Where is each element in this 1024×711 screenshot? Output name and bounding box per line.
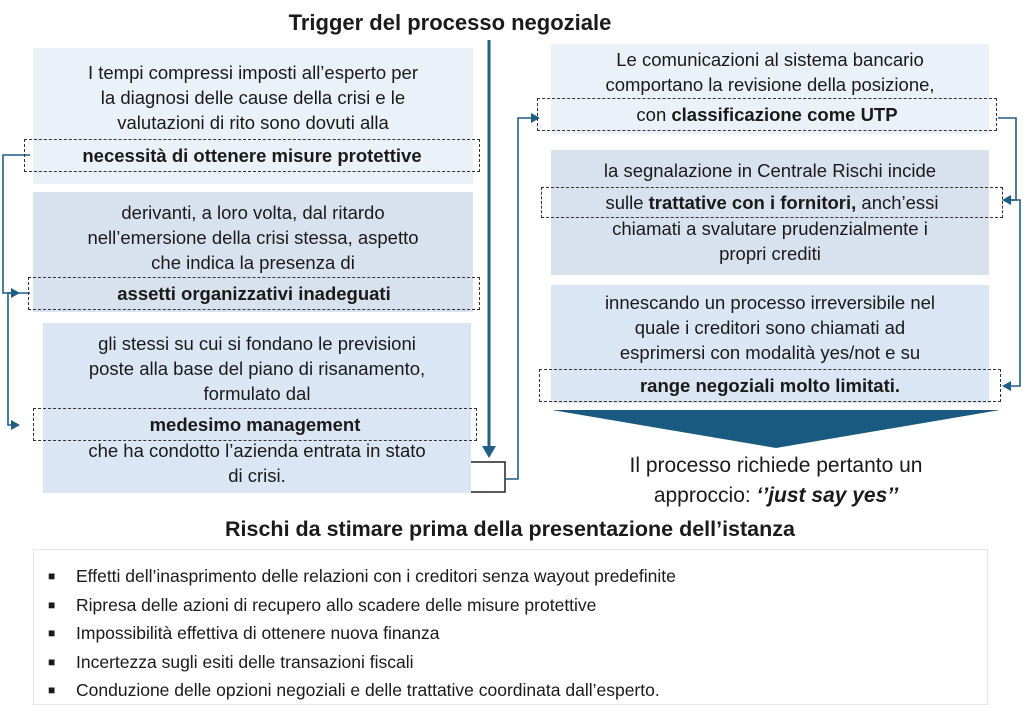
left-box-3-line-2: poste alla base del piano di risanamento, bbox=[88, 358, 426, 379]
bullet-icon: ■ bbox=[48, 654, 56, 669]
left-box-1-line-3: valutazioni di rito sono dovuti alla bbox=[117, 112, 389, 133]
left-connector-2 bbox=[8, 293, 30, 425]
right-box-1-line-1: Le comunicazioni al sistema bancario bbox=[616, 49, 924, 70]
chevron-down-icon bbox=[552, 410, 1000, 448]
left-highlight-3-text: medesimo management bbox=[149, 414, 361, 435]
right-highlight-3-text: range negoziali molto limitati. bbox=[639, 375, 901, 396]
left-box-3-line-4: che ha condotto l’azienda entrata in stato bbox=[88, 440, 426, 461]
list-item: ■ Ripresa delle azioni di recupero allo scadere delle misure protettive bbox=[48, 591, 676, 620]
bullet-icon: ■ bbox=[48, 683, 56, 697]
left-highlight-2 bbox=[28, 277, 480, 310]
bullet-icon: ■ bbox=[48, 569, 56, 583]
right-box-3-line-1: innescando un processo irreversibile nel bbox=[604, 292, 936, 313]
conclusion-text bbox=[546, 451, 1006, 511]
list-item: ■ Conduzione delle opzioni negoziali e delle trattative coordinata dall’esperto. bbox=[48, 676, 676, 705]
left-highlight-1 bbox=[24, 139, 480, 172]
right-highlight-1 bbox=[537, 98, 997, 131]
bullet-icon: ■ bbox=[48, 597, 56, 612]
list-item: ■ Incertezza sugli esiti delle transazioni fiscali bbox=[48, 648, 676, 677]
right-box-3-line-2: quale i creditori sono chiamati ad bbox=[634, 317, 906, 338]
conclusion-line-1: Il processo richiede pertanto un bbox=[629, 454, 923, 477]
right-box-1-line-2: comportano la revisione della posizione, bbox=[605, 74, 935, 95]
risks-box bbox=[33, 549, 988, 705]
left-box-1-line-2: la diagnosi delle cause della crisi e le bbox=[100, 87, 406, 108]
arrowhead-left-2 bbox=[11, 420, 20, 430]
right-box-2-line-4: propri crediti bbox=[719, 243, 821, 264]
risks-list bbox=[48, 562, 676, 705]
left-box-3-line-5: di crisi. bbox=[228, 465, 286, 486]
right-box-2-line-3: chiamati a svalutare prudenzialmente i bbox=[612, 218, 928, 239]
left-highlight-2-text: assetti organizzativi inadeguati bbox=[117, 283, 391, 304]
left-connector-1 bbox=[3, 155, 30, 293]
bullet-icon: ■ bbox=[48, 626, 56, 640]
left-highlight-1-text: necessità di ottenere misure protettive bbox=[82, 145, 422, 166]
small-square bbox=[470, 462, 505, 492]
left-highlight-3 bbox=[33, 408, 477, 441]
right-box-2-line-1: la segnalazione in Centrale Rischi incide bbox=[603, 160, 937, 181]
left-box-2-line-1: derivanti, a loro volta, dal ritardo bbox=[121, 202, 385, 223]
vertical-arrow-head bbox=[482, 446, 496, 458]
right-highlight-3 bbox=[539, 369, 1001, 402]
left-box-1-line-1: I tempi compressi imposti all’esperto per bbox=[87, 62, 419, 83]
right-highlight-2-text: sulle trattative con i fornitori, anch’essi bbox=[605, 192, 939, 213]
square-to-right-connector bbox=[505, 118, 532, 479]
left-box-2-line-2: nell’emersione della crisi stessa, aspetto bbox=[87, 227, 419, 248]
left-box-2-line-3: che indica la presenza di bbox=[151, 252, 355, 273]
list-item: ■ Impossibilità effettiva di ottenere nuova finanza bbox=[48, 619, 676, 648]
left-box-3-line-3: formulato dal bbox=[203, 383, 311, 404]
page-title: Trigger del processo negoziale bbox=[288, 10, 612, 35]
left-box-3-line-1: gli stessi su cui si fondano le previsioni bbox=[98, 333, 416, 354]
risks-title: Rischi da stimare prima della presentazione dell’istanza bbox=[225, 517, 795, 541]
list-item: ■ Effetti dell’inasprimento delle relazioni con i creditori senza wayout predefinite bbox=[48, 562, 676, 591]
right-connector-2 bbox=[1004, 200, 1020, 386]
right-box-3-line-3: esprimersi con modalità yes/not e su bbox=[619, 342, 921, 363]
right-highlight-1-text: con classificazione come UTP bbox=[636, 104, 898, 125]
arrowhead-right-3 bbox=[1002, 381, 1011, 391]
conclusion-line-2: approccio: ‘’just say yes’’ bbox=[653, 484, 899, 507]
right-highlight-2 bbox=[541, 187, 1003, 218]
